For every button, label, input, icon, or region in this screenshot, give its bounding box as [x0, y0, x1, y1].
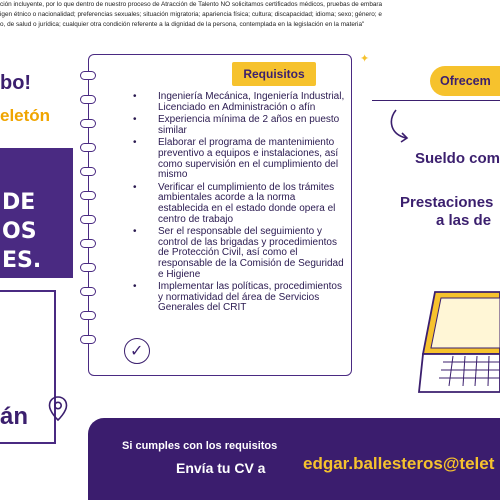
offer-benefits-line2: a las de — [436, 212, 492, 229]
job-title-line: DE — [2, 190, 36, 215]
notebook-ring — [80, 311, 96, 320]
notebook-ring — [80, 95, 96, 104]
brand-greeting: bo! — [0, 72, 32, 94]
location-city: án — [0, 403, 29, 430]
notebook-ring — [80, 191, 96, 200]
requirement-item: • Experiencia mínima de 2 años en puesto similar — [130, 115, 348, 136]
notebook-ring — [80, 143, 96, 152]
brand-logo-text — [0, 106, 50, 126]
job-title-line: OS — [2, 219, 37, 244]
cta-line1: Si cumples con los requisitos — [122, 440, 278, 452]
notebook-ring — [80, 239, 96, 248]
requirement-item: • Implementar las políticas, procedimientos y normatividad del área de Servicios Generales del CRIT — [130, 282, 348, 314]
notebook-ring — [80, 167, 96, 176]
requirement-item: • Verificar el cumplimiento de los trámites ambientales acorde a la norma establecida en el estado donde opera el centro de trabajo — [130, 183, 348, 225]
requirement-item: • Ingeniería Mecánica, Ingeniería Industrial, Licenciado en Administración o afín — [130, 92, 348, 113]
cta-line2: Envía tu CV a — [176, 460, 266, 476]
offer-benefits-line1: Prestaciones — [400, 194, 494, 211]
disclaimer-line: o, de salud o jurídica; cualquier otra condición referente a la dignidad de la persona, contemplada en la legislación en la materia" — [0, 21, 365, 28]
sparkle-icon: ✦ — [360, 53, 370, 65]
disclaimer-text — [0, 0, 500, 30]
requirement-item: • Elaborar el programa de mantenimiento preventivo a equipos e instalaciones, así como supervisión en el cumplimiento del mismo — [130, 138, 348, 180]
job-title-block — [0, 148, 73, 278]
offer-divider — [372, 100, 500, 101]
notebook-ring — [80, 335, 96, 344]
curved-arrow-icon — [388, 108, 418, 144]
laptop-icon — [415, 288, 500, 398]
notebook-ring — [80, 71, 96, 80]
offer-title: Ofrecem — [430, 66, 500, 96]
brand-teleton: eletón — [0, 106, 51, 125]
contact-email-link[interactable]: edgar.ballesteros@telet — [303, 454, 495, 473]
requirement-item: • Ser el responsable del seguimiento y control de las brigadas y procedimientos de Protección Civil, así como el responsable de la Comisión de Seguridad e Higiene — [130, 227, 348, 280]
job-title-line: ES. — [2, 248, 42, 273]
notebook-ring — [80, 215, 96, 224]
disclaimer-line: ción incluyente, por lo que dentro de nuestro proceso de Atracción de Talento NO solicitamos certificados médicos, pruebas de embara — [0, 1, 383, 8]
notebook-ring — [80, 119, 96, 128]
location-pin-icon — [48, 396, 68, 422]
requirements-list — [130, 92, 348, 316]
requirements-title: Requisitos — [232, 62, 316, 86]
notebook-ring — [80, 287, 96, 296]
disclaimer-line: igen étnico o nacionalidad; preferencias sexuales; situación migratoria; apariencia física; cultura; discapacidad; idioma; sexo; género; e — [0, 11, 382, 18]
offer-salary: Sueldo com — [415, 150, 500, 167]
notebook-ring — [80, 263, 96, 272]
checkmark-icon: ✓ — [124, 338, 150, 364]
